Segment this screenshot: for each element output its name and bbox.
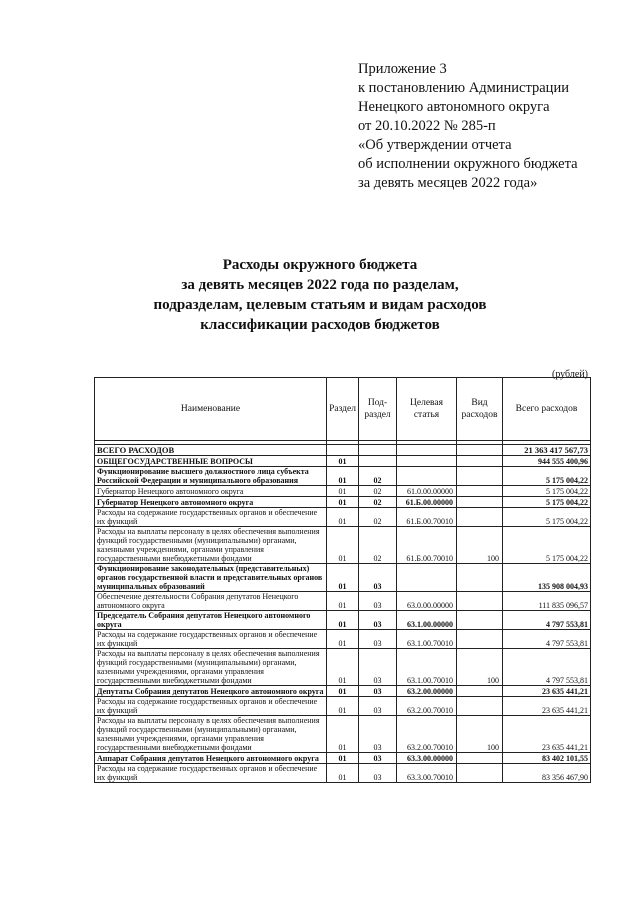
- row-section-cell: 01: [327, 486, 359, 497]
- row-name-cell: Функционирование высшего должностного лица субъекта Российской Федерации и муниципального образования: [95, 467, 327, 486]
- table-row: [95, 445, 591, 456]
- row-target-cell: [397, 467, 457, 486]
- row-amount-cell: 5 175 004,22: [503, 467, 591, 486]
- row-amount-cell: 5 175 004,22: [503, 497, 591, 508]
- row-target-cell: 63.2.00.70010: [397, 716, 457, 753]
- header-target: Целевая статья: [397, 378, 457, 441]
- row-section-cell: 01: [327, 508, 359, 527]
- row-type-cell: [457, 467, 503, 486]
- row-amount-cell: 4 797 553,81: [503, 611, 591, 630]
- row-amount-cell: 111 835 096,57: [503, 592, 591, 611]
- row-section-cell: 01: [327, 592, 359, 611]
- row-name-cell: Обеспечение деятельности Собрания депутатов Ненецкого автономного округа: [95, 592, 327, 611]
- header-line: Приложение 3: [358, 61, 447, 77]
- row-type-cell: [457, 630, 503, 649]
- row-target-cell: [397, 445, 457, 456]
- table-row: [95, 592, 591, 611]
- row-target-cell: 63.1.00.70010: [397, 630, 457, 649]
- units-note: (рублей): [551, 369, 588, 380]
- row-target-cell: [397, 456, 457, 467]
- table-header-row: [95, 378, 591, 441]
- table-row: [95, 630, 591, 649]
- row-amount-cell: 135 908 004,93: [503, 564, 591, 592]
- row-subsection-cell: 03: [359, 697, 397, 716]
- title-line: подразделам, целевым статьям и видам расходов: [153, 297, 487, 313]
- row-section-cell: 01: [327, 753, 359, 764]
- row-type-cell: [457, 753, 503, 764]
- row-section-cell: 01: [327, 564, 359, 592]
- row-name-cell: Губернатор Ненецкого автономного округа: [95, 497, 327, 508]
- row-type-cell: 100: [457, 649, 503, 686]
- row-target-cell: 61.0.00.00000: [397, 486, 457, 497]
- header-subsection: Под- раздел: [359, 378, 397, 441]
- row-subsection-cell: [359, 456, 397, 467]
- row-type-cell: [457, 686, 503, 697]
- table-row: [95, 686, 591, 697]
- row-target-cell: [397, 564, 457, 592]
- row-target-cell: 63.0.00.00000: [397, 592, 457, 611]
- row-amount-cell: 4 797 553,81: [503, 630, 591, 649]
- row-section-cell: 01: [327, 527, 359, 564]
- row-section-cell: [327, 445, 359, 456]
- row-amount-cell: 83 356 467,90: [503, 764, 591, 783]
- row-type-cell: 100: [457, 527, 503, 564]
- row-target-cell: 63.1.00.00000: [397, 611, 457, 630]
- table-row: [95, 486, 591, 497]
- row-name-cell: ВСЕГО РАСХОДОВ: [95, 445, 327, 456]
- row-target-cell: 61.Б.00.70010: [397, 508, 457, 527]
- row-section-cell: 01: [327, 686, 359, 697]
- header-line: «Об утверждении отчета: [358, 137, 512, 153]
- row-subsection-cell: 03: [359, 716, 397, 753]
- budget-table-body: [95, 441, 591, 783]
- table-row: [95, 508, 591, 527]
- row-name-cell: Аппарат Собрания депутатов Ненецкого автономного округа: [95, 753, 327, 764]
- row-section-cell: 01: [327, 764, 359, 783]
- row-subsection-cell: 03: [359, 630, 397, 649]
- table-row: [95, 649, 591, 686]
- row-type-cell: 100: [457, 716, 503, 753]
- row-subsection-cell: [359, 445, 397, 456]
- row-type-cell: [457, 497, 503, 508]
- row-target-cell: 63.3.00.00000: [397, 753, 457, 764]
- row-subsection-cell: 03: [359, 764, 397, 783]
- row-section-cell: 01: [327, 649, 359, 686]
- row-type-cell: [457, 486, 503, 497]
- row-subsection-cell: 03: [359, 753, 397, 764]
- row-amount-cell: 23 635 441,21: [503, 686, 591, 697]
- table-row: [95, 716, 591, 753]
- row-target-cell: 63.2.00.70010: [397, 697, 457, 716]
- row-type-cell: [457, 611, 503, 630]
- row-amount-cell: 4 797 553,81: [503, 649, 591, 686]
- row-subsection-cell: 02: [359, 508, 397, 527]
- table-row: [95, 764, 591, 783]
- row-target-cell: 61.Б.00.00000: [397, 497, 457, 508]
- row-subsection-cell: 02: [359, 467, 397, 486]
- row-type-cell: [457, 445, 503, 456]
- row-subsection-cell: 02: [359, 527, 397, 564]
- row-name-cell: Функционирование законодательных (представительных) органов государственной власти и представительных органов муниципальных образований: [95, 564, 327, 592]
- row-type-cell: [457, 697, 503, 716]
- table-row: [95, 564, 591, 592]
- table-row: [95, 527, 591, 564]
- header-total: Всего расходов: [503, 378, 591, 441]
- header-name: Наименование: [95, 378, 327, 441]
- row-section-cell: 01: [327, 497, 359, 508]
- row-amount-cell: 5 175 004,22: [503, 486, 591, 497]
- header-section: Раздел: [327, 378, 359, 441]
- row-name-cell: Председатель Собрания депутатов Ненецкого автономного округа: [95, 611, 327, 630]
- row-amount-cell: 5 175 004,22: [503, 527, 591, 564]
- row-amount-cell: 23 635 441,21: [503, 697, 591, 716]
- row-name-cell: Расходы на выплаты персоналу в целях обеспечения выполнения функций государственными (муниципальными) органами, казенными учреждениями, органами управления государственными внебюджетными фондами: [95, 649, 327, 686]
- row-subsection-cell: 03: [359, 611, 397, 630]
- row-name-cell: Расходы на содержание государственных органов и обеспечение их функций: [95, 508, 327, 527]
- row-section-cell: 01: [327, 611, 359, 630]
- row-name-cell: Расходы на выплаты персоналу в целях обеспечения выполнения функций государственными (муниципальными) органами, казенными учреждениями, органами управления государственными внебюджетными фондами: [95, 716, 327, 753]
- row-name-cell: Расходы на содержание государственных органов и обеспечение их функций: [95, 697, 327, 716]
- header-line: к постановлению Администрации: [358, 80, 569, 96]
- table-row: [95, 456, 591, 467]
- row-subsection-cell: 02: [359, 497, 397, 508]
- row-target-cell: 63.1.00.70010: [397, 649, 457, 686]
- row-section-cell: 01: [327, 697, 359, 716]
- row-name-cell: Расходы на содержание государственных органов и обеспечение их функций: [95, 764, 327, 783]
- table-row: [95, 753, 591, 764]
- row-subsection-cell: 03: [359, 592, 397, 611]
- header-line: от 20.10.2022 № 285-п: [358, 118, 496, 134]
- row-subsection-cell: 03: [359, 686, 397, 697]
- row-name-cell: Расходы на содержание государственных органов и обеспечение их функций: [95, 630, 327, 649]
- row-subsection-cell: 03: [359, 564, 397, 592]
- title-line: за девять месяцев 2022 года по разделам,: [181, 277, 459, 293]
- table-row: [95, 467, 591, 486]
- row-type-cell: [457, 508, 503, 527]
- row-name-cell: ОБЩЕГОСУДАРСТВЕННЫЕ ВОПРОСЫ: [95, 456, 327, 467]
- row-name-cell: Расходы на выплаты персоналу в целях обеспечения выполнения функций государственными (муниципальными) органами, казенными учреждениями, органами управления государственными внебюджетными фондами: [95, 527, 327, 564]
- row-section-cell: 01: [327, 716, 359, 753]
- row-subsection-cell: 03: [359, 649, 397, 686]
- row-amount-cell: 5 175 004,22: [503, 508, 591, 527]
- row-amount-cell: 21 363 417 567,73: [503, 445, 591, 456]
- row-section-cell: 01: [327, 630, 359, 649]
- row-section-cell: 01: [327, 467, 359, 486]
- row-type-cell: [457, 564, 503, 592]
- document-title: [0, 255, 640, 335]
- header-type: Вид расходов: [457, 378, 503, 441]
- row-type-cell: [457, 456, 503, 467]
- budget-table: [94, 377, 591, 783]
- table-row: [95, 497, 591, 508]
- table-row: [95, 697, 591, 716]
- header-line: за девять месяцев 2022 года»: [358, 175, 538, 191]
- table-row: [95, 611, 591, 630]
- title-line: классификации расходов бюджетов: [200, 317, 440, 333]
- appendix-header: [358, 60, 628, 193]
- row-type-cell: [457, 764, 503, 783]
- row-section-cell: 01: [327, 456, 359, 467]
- header-line: Ненецкого автономного округа: [358, 99, 550, 115]
- row-name-cell: Депутаты Собрания депутатов Ненецкого автономного округа: [95, 686, 327, 697]
- row-target-cell: 63.3.00.70010: [397, 764, 457, 783]
- row-name-cell: Губернатор Ненецкого автономного округа: [95, 486, 327, 497]
- row-type-cell: [457, 592, 503, 611]
- row-amount-cell: 23 635 441,21: [503, 716, 591, 753]
- row-subsection-cell: 02: [359, 486, 397, 497]
- title-line: Расходы окружного бюджета: [222, 257, 418, 273]
- row-target-cell: 61.Б.00.70010: [397, 527, 457, 564]
- row-target-cell: 63.2.00.00000: [397, 686, 457, 697]
- row-amount-cell: 83 402 101,55: [503, 753, 591, 764]
- header-line: об исполнении окружного бюджета: [358, 156, 578, 172]
- row-amount-cell: 944 555 400,96: [503, 456, 591, 467]
